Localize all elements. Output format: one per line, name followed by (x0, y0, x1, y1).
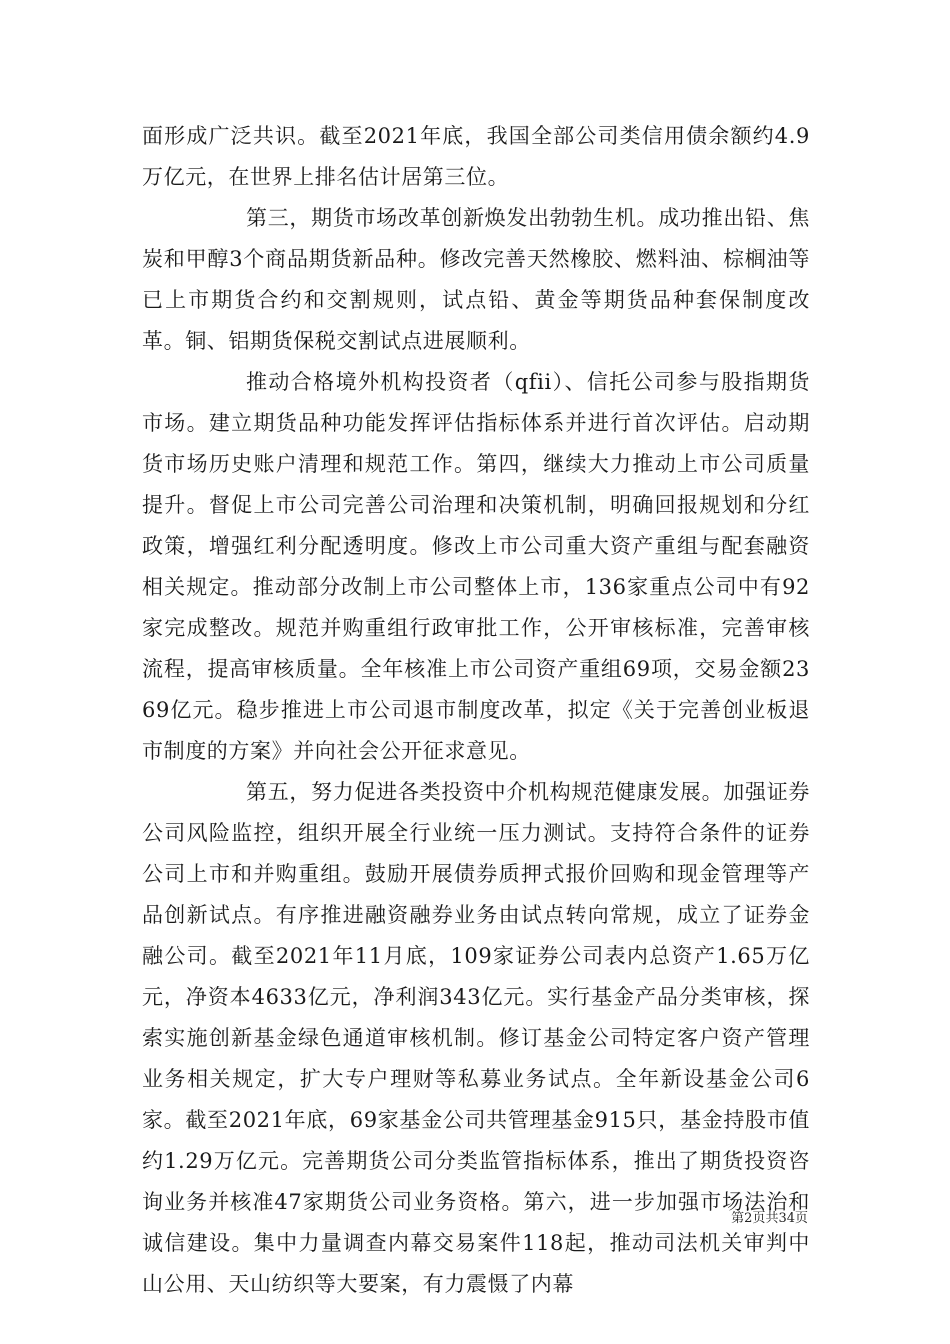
paragraph-2: 第三，期货市场改革创新焕发出勃勃生机。成功推出铅、焦炭和甲醇3个商品期货新品种。修改完善天然橡胶、燃料油、棕榈油等已上市期货合约和交割规则，试点铅、黄金等期货品种套保制度改革。铜、铝期货保税交割试点进展顺利。 (142, 206, 810, 353)
paragraph-4: 第五，努力促进各类投资中介机构规范健康发展。加强证券公司风险监控，组织开展全行业统一压力测试。支持符合条件的证券公司上市和并购重组。鼓励开展债券质押式报价回购和现金管理等产品创新试点。有序推进融资融券业务由试点转向常规，成立了证券金融公司。截至2021年11月底，109家证券公司表内总资产1.65万亿元，净资本4633亿元，净利润343亿元。实行基金产品分类审核，探索实施创新基金绿色通道审核机制。修订基金公司特定客户资产管理业务相关规定，扩大专户理财等私募业务试点。全年新设基金公司6家。截至2021年底，69家基金公司共管理基金915只，基金持股市值约1.29万亿元。完善期货公司分类监管指标体系，推出了期货投资咨询业务并核准47家期货公司业务资格。第六，进一步加强市场法治和诚信建设。集中力量调查内幕交易案件118起，推动司法机关审判中山公用、天山纺织等大要案，有力震慑了内幕 (142, 780, 810, 1296)
paragraph-3: 推动合格境外机构投资者（qfii）、信托公司参与股指期货市场。建立期货品种功能发挥评估指标体系并进行首次评估。启动期货市场历史账户清理和规范工作。第四，继续大力推动上市公司质量提升。督促上市公司完善公司治理和决策机制，明确回报规划和分红政策，增强红利分配透明度。修改上市公司重大资产重组与配套融资相关规定。推动部分改制上市公司整体上市，136家重点公司中有92家完成整改。规范并购重组行政审批工作，公开审核标准，完善审核流程，提高审核质量。全年核准上市公司资产重组69项，交易金额2369亿元。稳步推进上市公司退市制度改革，拟定《关于完善创业板退市制度的方案》并向社会公开征求意见。 (142, 370, 810, 763)
paragraph-1: 面形成广泛共识。截至2021年底，我国全部公司类信用债余额约4.9万亿元，在世界上排名估计居第三位。 (142, 124, 810, 189)
page-number-footer: 第2页共34页 (731, 1211, 808, 1226)
body-text (142, 116, 810, 1305)
